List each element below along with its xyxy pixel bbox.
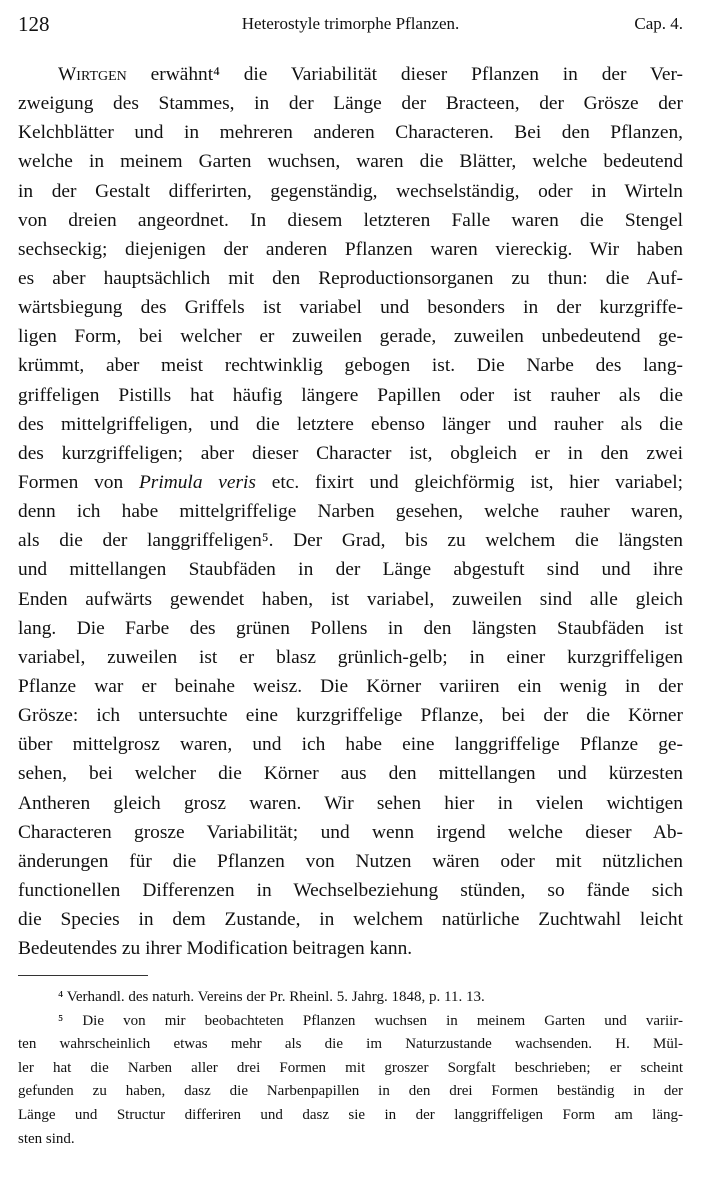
text-segment: des mittelgriffeligen, und die letztere ebenso länger und rauher als die — [18, 413, 683, 435]
text-line — [18, 585, 683, 614]
text-line — [18, 876, 683, 905]
text-segment: Bedeutendes zu ihrer Modification beitragen kann. — [18, 938, 413, 960]
text-segment: in der Gestalt differirten, gegenständig, wechselständig, oder in Wirteln — [18, 180, 683, 202]
text-line — [18, 614, 683, 643]
text-segment: sechseckig; diejenigen der anderen Pflanzen waren viereckig. Wir haben — [18, 238, 683, 260]
footnote-line: gefunden zu haben, dasz die Narbenpapillen in den drei Formen beständig in der — [18, 1083, 683, 1100]
text-line — [18, 147, 683, 176]
text-segment: krümmt, aber meist rechtwinklig gebogen ist. Die Narbe des lang- — [18, 355, 683, 377]
text-line — [18, 381, 683, 410]
text-segment: änderungen für die Pflanzen von Nutzen wären oder mit nützlichen — [18, 850, 683, 872]
text-line — [18, 235, 683, 264]
text-segment: Antheren gleich grosz waren. Wir sehen hier in vielen wichtigen — [18, 792, 683, 814]
footnote-line: ⁵ Die von mir beobachteten Pflanzen wuchsen in meinem Garten und variir- — [58, 1012, 683, 1029]
main-paragraph — [18, 60, 683, 963]
text-line — [18, 439, 683, 468]
text-line — [18, 672, 683, 701]
text-segment: sehen, bei welcher die Körner aus den mittellangen und kürzesten — [18, 763, 683, 785]
text-segment: Grösze: ich untersuchte eine kurzgriffelige Pflanze, bei der die Körner — [18, 705, 683, 727]
text-segment: wärtsbiegung des Griffels ist variabel und besonders in der kurzgriffe- — [18, 297, 683, 319]
text-segment: denn ich habe mittelgriffelige Narben gesehen, welche rauher waren, — [18, 501, 683, 523]
text-segment: Pflanze war er beinahe weisz. Die Körner variiren ein wenig in der — [18, 675, 683, 697]
text-line — [18, 60, 683, 89]
text-line — [18, 351, 683, 380]
text-segment: welche in meinem Garten wuchsen, waren die Blätter, welche bedeutend — [18, 151, 683, 173]
text-line — [18, 264, 683, 293]
text-segment: variabel, zuweilen ist er blasz grünlich-gelb; in einer kurzgriffeligen — [18, 646, 683, 668]
chapter-label: Cap. 4. — [634, 14, 683, 33]
text-segment: des kurzgriffeligen; aber dieser Character ist, obgleich er in den zwei — [18, 442, 683, 464]
text-segment: Formen von — [18, 471, 139, 493]
text-segment: griffeligen Pistills hat häufig längere Papillen oder ist rauher als die — [18, 384, 683, 406]
footnote-line: sten sind. — [18, 1130, 75, 1147]
text-segment: Characteren grosze Variabilität; und wenn irgend welche dieser Ab- — [18, 821, 683, 843]
text-line — [18, 847, 683, 876]
text-line — [18, 905, 683, 934]
text-line — [18, 468, 683, 497]
text-segment: es aber hauptsächlich mit den Reproductionsorganen zu thun: die Auf- — [18, 267, 683, 289]
page-header — [18, 12, 683, 40]
page-number: 128 — [18, 12, 50, 36]
text-segment: über mittelgrosz waren, und ich habe eine langgriffelige Pflanze ge- — [18, 734, 683, 756]
text-line — [18, 526, 683, 555]
footnote-line: ten wahrscheinlich etwas mehr als die im Naturzustande wachsenden. H. Mül- — [18, 1036, 683, 1053]
footnote-divider — [18, 975, 148, 976]
text-segment: als die der langgriffeligen⁵. Der Grad, bis zu welchem die längsten — [18, 530, 683, 552]
text-segment: etc. fixirt und gleichförmig ist, hier variabel; — [255, 471, 683, 493]
text-line — [18, 177, 683, 206]
text-line — [18, 759, 683, 788]
text-line — [18, 206, 683, 235]
text-line — [18, 497, 683, 526]
footnotes — [18, 986, 683, 1151]
text-line — [18, 789, 683, 818]
text-line — [18, 89, 683, 118]
text-segment: Kelchblätter und in mehreren anderen Characteren. Bei den Pflanzen, — [18, 122, 683, 144]
text-segment: functionellen Differenzen in Wechselbeziehung stünden, so fände sich — [18, 879, 683, 901]
text-line — [18, 293, 683, 322]
text-line — [18, 934, 683, 963]
species-name: Primula veris — [138, 471, 256, 493]
footnote-line: ler hat die Narben aller drei Formen mit groszer Sorgfalt beschrieben; er scheint — [18, 1059, 683, 1076]
running-title: Heterostyle trimorphe Pflanzen. — [241, 14, 460, 33]
text-segment: erwähnt⁴ die Variabilität dieser Pflanzen in der Ver- — [126, 64, 683, 85]
footnote-line: Länge und Structur differiren und dasz sie in der langgriffeligen Form am läng- — [18, 1106, 683, 1123]
text-line — [18, 730, 683, 759]
text-segment: von dreien angeordnet. In diesem letzteren Falle waren die Stengel — [18, 209, 683, 231]
text-line — [18, 555, 683, 584]
author-name: Wirtgen — [58, 64, 127, 85]
text-line — [18, 701, 683, 730]
text-segment: zweigung des Stammes, in der Länge der Bracteen, der Grösze der — [18, 93, 683, 115]
text-segment: lang. Die Farbe des grünen Pollens in den längsten Staubfäden ist — [18, 617, 683, 639]
footnote-line: ⁴ Verhandl. des naturh. Vereins der Pr. Rheinl. 5. Jahrg. 1848, p. 11. 13. — [58, 989, 485, 1005]
text-line — [18, 322, 683, 351]
text-line — [18, 118, 683, 147]
text-line — [18, 410, 683, 439]
text-line — [18, 818, 683, 847]
text-segment: und mittellangen Staubfäden in der Länge abgestuft sind und ihre — [18, 559, 683, 581]
text-segment: ligen Form, bei welcher er zuweilen gerade, zuweilen unbedeutend ge- — [18, 326, 683, 348]
text-line — [18, 643, 683, 672]
text-segment: Enden aufwärts gewendet haben, ist variabel, zuweilen sind alle gleich — [18, 588, 683, 610]
text-segment: die Species in dem Zustande, in welchem natürliche Zuchtwahl leicht — [18, 909, 683, 931]
